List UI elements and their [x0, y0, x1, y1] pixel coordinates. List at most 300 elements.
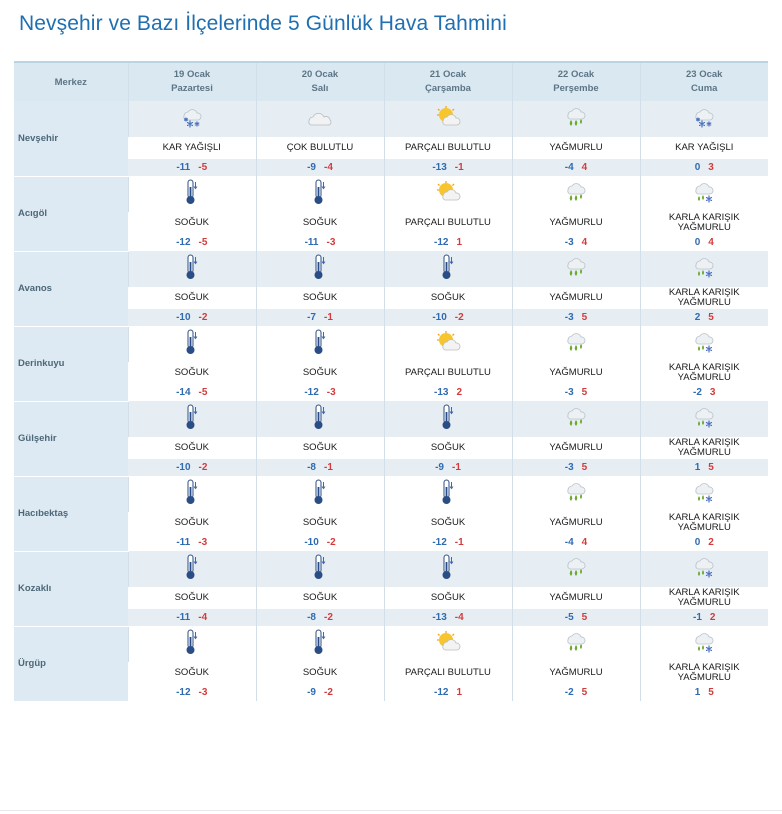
min-temperature: -3: [564, 237, 574, 248]
weather-icon-cell: [512, 326, 640, 362]
temperature-cell: [128, 384, 256, 401]
weather-description: SOĞUK: [256, 587, 384, 609]
day-date: 22 Ocak: [557, 69, 595, 80]
max-temperature: 3: [709, 387, 716, 398]
table-row: [14, 309, 768, 326]
weather-icon-cell: [256, 626, 384, 662]
weather-icon-cell: [256, 101, 384, 137]
temperature-cell: [384, 309, 512, 326]
weather-description: KARLA KARIŞIK YAĞMURLU: [640, 437, 768, 459]
weather-icon-cell: [640, 551, 768, 587]
min-temperature: -8: [307, 612, 316, 623]
min-temperature: -13: [433, 387, 449, 398]
rain-icon: [563, 104, 589, 134]
weather-description: SOĞUK: [174, 217, 209, 228]
temperature-cell: [640, 159, 768, 176]
city-name: Nevşehir: [14, 101, 128, 176]
temperature-cell: [384, 159, 512, 176]
weather-description: YAĞMURLU: [512, 437, 640, 459]
weather-icon-cell: [128, 251, 256, 287]
temperature-cell: [256, 384, 384, 401]
max-temperature: 5: [581, 612, 588, 623]
weather-description: SOĞUK: [256, 212, 384, 234]
city-name: Gülşehir: [14, 401, 128, 476]
min-temperature: -8: [307, 462, 316, 473]
thermometer-icon: [184, 253, 200, 285]
table-row: [14, 512, 768, 534]
min-temperature: -13: [432, 162, 447, 173]
city-name: Ürgüp: [14, 626, 128, 701]
thermometer-icon: [312, 253, 328, 285]
sleet-icon: [691, 554, 717, 584]
thermometer-icon: [184, 403, 200, 435]
min-temperature: -3: [564, 462, 574, 473]
temperature-cell: [640, 684, 768, 701]
weather-icon-cell: [512, 476, 640, 512]
thermometer-icon: [440, 253, 456, 285]
sleet-icon: [691, 179, 717, 209]
max-temperature: -3: [326, 387, 336, 398]
thermometer-icon: [184, 178, 200, 210]
snow-icon: [691, 104, 717, 134]
temperature-cell: [128, 459, 256, 476]
min-temperature: -10: [176, 462, 191, 473]
weather-description: YAĞMURLU: [512, 512, 640, 534]
temperature-cell: [512, 384, 640, 401]
min-temperature: -12: [176, 237, 191, 248]
weather-icon-cell: [512, 251, 640, 287]
day-header: [512, 62, 640, 101]
thermometer-icon: [312, 553, 328, 585]
weather-icon-cell: [640, 251, 768, 287]
max-temperature: 5: [581, 387, 588, 398]
thermometer-icon: [440, 553, 456, 585]
max-temperature: -2: [324, 612, 333, 623]
max-temperature: -1: [452, 462, 461, 473]
cloud-icon: [305, 107, 335, 131]
weather-icon-cell: [128, 626, 256, 662]
temperature-cell: [512, 234, 640, 251]
rain-icon: [563, 554, 589, 584]
partly-cloudy-icon: [434, 105, 462, 133]
min-temperature: 1: [694, 687, 701, 698]
day-header: [256, 62, 384, 101]
max-temperature: -2: [198, 462, 208, 473]
temperature-cell: [128, 534, 256, 551]
weather-icon-cell: [512, 176, 640, 212]
min-temperature: -11: [176, 612, 191, 623]
min-temperature: 1: [694, 462, 701, 473]
thermometer-icon: [440, 478, 456, 510]
rain-icon: [563, 254, 589, 284]
max-temperature: 4: [581, 537, 588, 548]
weather-description: SOĞUK: [384, 512, 512, 534]
min-temperature: -4: [564, 537, 574, 548]
min-temperature: -10: [176, 312, 191, 323]
city-name: Hacıbektaş: [14, 476, 128, 551]
sleet-icon: [691, 479, 717, 509]
thermometer-icon: [312, 328, 328, 360]
weather-description: PARÇALI BULUTLU: [384, 137, 512, 159]
max-temperature: 3: [708, 162, 714, 173]
max-temperature: 5: [708, 462, 714, 473]
temperature-cell: [640, 309, 768, 326]
max-temperature: 5: [581, 462, 588, 473]
min-temperature: -12: [176, 687, 191, 698]
min-temperature: -3: [564, 387, 574, 398]
weather-icon-cell: [384, 551, 512, 587]
weather-icon-cell: [128, 551, 256, 587]
city-row-group: [14, 101, 768, 176]
weather-description: KARLA KARIŞIK YAĞMURLU: [640, 662, 768, 684]
table-row: [14, 684, 768, 701]
table-row: [14, 384, 768, 401]
table-row: [14, 551, 768, 587]
temperature-cell: [128, 609, 256, 626]
table-row: [14, 362, 768, 384]
temperature-cell: [512, 159, 640, 176]
max-temperature: 4: [708, 237, 714, 248]
center-column-header: Merkez: [14, 62, 128, 101]
min-temperature: -7: [307, 312, 316, 323]
table-row: [14, 326, 768, 362]
temperature-cell: [384, 384, 512, 401]
table-row: [14, 626, 768, 662]
partly-cloudy-icon: [434, 330, 462, 358]
max-temperature: -3: [198, 537, 208, 548]
day-date: 20 Ocak: [301, 69, 339, 80]
thermometer-icon: [184, 553, 200, 585]
temperature-cell: [128, 309, 256, 326]
day-header: [640, 62, 768, 101]
day-weekday: Çarşamba: [425, 83, 471, 94]
weather-description: SOĞUK: [384, 437, 512, 459]
day-date: 23 Ocak: [686, 69, 723, 80]
weather-icon-cell: [256, 401, 384, 437]
max-temperature: 4: [581, 237, 588, 248]
table-row: [14, 401, 768, 437]
weather-description: ÇOK BULUTLU: [256, 137, 384, 159]
weather-icon-cell: [384, 401, 512, 437]
sleet-icon: [691, 329, 717, 359]
weather-icon-cell: [640, 401, 768, 437]
temperature-cell: [384, 609, 512, 626]
min-temperature: -3: [564, 312, 574, 323]
table-row: [14, 176, 768, 212]
day-header: [128, 62, 256, 101]
min-temperature: -1: [693, 612, 702, 623]
max-temperature: 2: [709, 612, 716, 623]
rain-icon: [563, 179, 589, 209]
table-row: [14, 437, 768, 459]
temperature-cell: [512, 309, 640, 326]
table-row: [14, 459, 768, 476]
max-temperature: -3: [326, 237, 336, 248]
min-temperature: -4: [564, 162, 574, 173]
thermometer-icon: [312, 478, 328, 510]
partly-cloudy-icon: [434, 630, 462, 658]
temperature-cell: [512, 609, 640, 626]
weather-description: PARÇALI BULUTLU: [384, 662, 512, 684]
weather-icon-cell: [128, 326, 256, 362]
weather-icon-cell: [128, 476, 256, 512]
table-row: [14, 287, 768, 309]
city-name: Avanos: [14, 251, 128, 326]
partly-cloudy-icon: [434, 180, 462, 208]
temperature-cell: [640, 234, 768, 251]
weather-description: SOĞUK: [174, 667, 209, 678]
weather-icon-cell: [256, 551, 384, 587]
max-temperature: 4: [581, 162, 588, 173]
max-temperature: 2: [708, 537, 714, 548]
temperature-cell: [384, 684, 512, 701]
weather-icon-cell: [640, 101, 768, 137]
max-temperature: -5: [198, 237, 208, 248]
max-temperature: -1: [454, 537, 464, 548]
temperature-cell: [256, 159, 384, 176]
max-temperature: -2: [454, 312, 464, 323]
weather-icon-cell: [128, 401, 256, 437]
weather-description: SOĞUK: [256, 662, 384, 684]
weather-description: PARÇALI BULUTLU: [384, 362, 512, 384]
thermometer-icon: [312, 403, 328, 435]
day-weekday: Salı: [311, 83, 329, 94]
thermometer-icon: [312, 178, 328, 210]
max-temperature: -4: [198, 612, 208, 623]
max-temperature: -1: [324, 312, 333, 323]
temperature-cell: [256, 234, 384, 251]
weather-icon-cell: [128, 101, 256, 137]
weather-description: YAĞMURLU: [512, 287, 640, 309]
min-temperature: -9: [307, 162, 316, 173]
sleet-icon: [691, 629, 717, 659]
rain-icon: [563, 329, 589, 359]
weather-icon-cell: [512, 401, 640, 437]
temperature-cell: [384, 459, 512, 476]
weather-icon-cell: [256, 326, 384, 362]
max-temperature: -2: [198, 312, 208, 323]
table-row: [14, 534, 768, 551]
weather-icon-cell: [384, 626, 512, 662]
max-temperature: 5: [708, 687, 714, 698]
day-header: [384, 62, 512, 101]
table-row: [14, 159, 768, 176]
thermometer-icon: [184, 628, 200, 660]
min-temperature: -11: [176, 162, 191, 173]
weather-icon-cell: [384, 326, 512, 362]
day-date: 21 Ocak: [429, 69, 467, 80]
day-weekday: Cuma: [691, 83, 718, 94]
max-temperature: -2: [324, 687, 333, 698]
weather-description: KARLA KARIŞIK YAĞMURLU: [640, 287, 768, 309]
temperature-cell: [256, 459, 384, 476]
weather-icon-cell: [256, 251, 384, 287]
weather-icon-cell: [384, 176, 512, 212]
thermometer-icon: [184, 478, 200, 510]
weather-description: SOĞUK: [128, 287, 256, 309]
weather-description: SOĞUK: [256, 362, 384, 384]
weather-icon-cell: [384, 251, 512, 287]
weather-icon-cell: [384, 101, 512, 137]
max-temperature: 2: [456, 387, 462, 398]
weather-description: KARLA KARIŞIK YAĞMURLU: [640, 512, 768, 534]
bottom-divider: [0, 810, 782, 811]
max-temperature: -1: [454, 162, 464, 173]
weather-description: KAR YAĞIŞLI: [128, 137, 256, 159]
city-row-group: [14, 551, 768, 626]
max-temperature: 1: [456, 237, 462, 248]
snow-icon: [179, 104, 205, 134]
weather-icon-cell: [384, 476, 512, 512]
min-temperature: -2: [693, 387, 702, 398]
weather-description: SOĞUK: [384, 587, 512, 609]
weather-icon-cell: [512, 551, 640, 587]
table-row: [14, 662, 768, 684]
weather-description: SOĞUK: [256, 437, 384, 459]
weather-icon-cell: [512, 626, 640, 662]
forecast-table: [14, 61, 768, 702]
min-temperature: -14: [176, 387, 191, 398]
max-temperature: -1: [324, 462, 333, 473]
weather-description: SOĞUK: [384, 287, 512, 309]
min-temperature: -13: [432, 612, 447, 623]
weather-description: SOĞUK: [128, 587, 256, 609]
header-row: [14, 62, 768, 101]
table-row: [14, 609, 768, 626]
weather-description: KARLA KARIŞIK YAĞMURLU: [640, 362, 768, 384]
temperature-cell: [512, 684, 640, 701]
rain-icon: [563, 479, 589, 509]
weather-description: SOĞUK: [174, 367, 209, 378]
day-weekday: Perşembe: [553, 83, 599, 94]
min-temperature: -12: [433, 687, 449, 698]
temperature-cell: [256, 609, 384, 626]
max-temperature: -3: [198, 687, 208, 698]
table-row: [14, 251, 768, 287]
max-temperature: 1: [456, 687, 462, 698]
min-temperature: 0: [694, 537, 701, 548]
table-row: [14, 212, 768, 234]
weather-icon-cell: [128, 176, 256, 212]
max-temperature: 5: [708, 312, 714, 323]
weather-description: YAĞMURLU: [512, 662, 640, 684]
weather-description: PARÇALI BULUTLU: [384, 212, 512, 234]
max-temperature: -4: [454, 612, 464, 623]
table-row: [14, 137, 768, 159]
weather-description: YAĞMURLU: [512, 212, 640, 234]
min-temperature: -10: [304, 537, 319, 548]
min-temperature: 0: [694, 237, 701, 248]
table-row: [14, 234, 768, 251]
weather-description: YAĞMURLU: [512, 137, 640, 159]
city-row-group: [14, 401, 768, 476]
temperature-cell: [384, 234, 512, 251]
weather-description: SOĞUK: [256, 287, 384, 309]
temperature-cell: [384, 534, 512, 551]
weather-icon-cell: [640, 476, 768, 512]
weather-description: SOĞUK: [174, 517, 209, 528]
city-row-group: [14, 176, 768, 251]
sleet-icon: [691, 254, 717, 284]
min-temperature: 2: [694, 312, 701, 323]
weather-description: SOĞUK: [256, 512, 384, 534]
temperature-cell: [128, 159, 256, 176]
city-name: Acıgöl: [14, 176, 128, 251]
temperature-cell: [640, 609, 768, 626]
weather-description: YAĞMURLU: [512, 362, 640, 384]
temperature-cell: [128, 684, 256, 701]
min-temperature: 0: [694, 162, 701, 173]
temperature-cell: [512, 534, 640, 551]
table-row: [14, 101, 768, 137]
temperature-cell: [640, 534, 768, 551]
min-temperature: -12: [433, 237, 449, 248]
weather-description: KAR YAĞIŞLI: [640, 137, 768, 159]
city-row-group: [14, 476, 768, 551]
weather-description: KARLA KARIŞIK YAĞMURLU: [640, 212, 768, 234]
temperature-cell: [128, 234, 256, 251]
temperature-cell: [640, 459, 768, 476]
table-row: [14, 587, 768, 609]
page-title: Nevşehir ve Bazı İlçelerinde 5 Günlük Hava Tahmini: [19, 12, 507, 35]
max-temperature: -5: [198, 162, 208, 173]
min-temperature: -11: [176, 537, 191, 548]
weather-icon-cell: [256, 476, 384, 512]
weather-description: KARLA KARIŞIK YAĞMURLU: [640, 587, 768, 609]
thermometer-icon: [184, 328, 200, 360]
day-weekday: Pazartesi: [171, 83, 213, 94]
min-temperature: -10: [432, 312, 447, 323]
max-temperature: -5: [198, 387, 208, 398]
min-temperature: -12: [432, 537, 447, 548]
thermometer-icon: [312, 628, 328, 660]
rain-icon: [563, 629, 589, 659]
day-date: 19 Ocak: [173, 69, 211, 80]
thermometer-icon: [440, 403, 456, 435]
table-row: [14, 476, 768, 512]
max-temperature: 5: [581, 687, 588, 698]
weather-description: YAĞMURLU: [512, 587, 640, 609]
temperature-cell: [256, 309, 384, 326]
temperature-cell: [256, 684, 384, 701]
weather-icon-cell: [640, 626, 768, 662]
temperature-cell: [512, 459, 640, 476]
city-row-group: [14, 251, 768, 326]
min-temperature: -5: [564, 612, 574, 623]
temperature-cell: [256, 534, 384, 551]
city-name: Derinkuyu: [14, 326, 128, 401]
min-temperature: -11: [304, 237, 319, 248]
temperature-cell: [640, 384, 768, 401]
city-row-group: [14, 626, 768, 701]
weather-description: SOĞUK: [128, 437, 256, 459]
weather-icon-cell: [256, 176, 384, 212]
city-name: Kozaklı: [14, 551, 128, 626]
weather-icon-cell: [512, 101, 640, 137]
city-row-group: [14, 326, 768, 401]
rain-icon: [563, 404, 589, 434]
min-temperature: -2: [564, 687, 574, 698]
sleet-icon: [691, 404, 717, 434]
min-temperature: -9: [307, 687, 316, 698]
weather-icon-cell: [640, 176, 768, 212]
min-temperature: -12: [304, 387, 319, 398]
max-temperature: -2: [326, 537, 336, 548]
max-temperature: 5: [581, 312, 588, 323]
min-temperature: -9: [435, 462, 444, 473]
weather-icon-cell: [640, 326, 768, 362]
max-temperature: -4: [324, 162, 333, 173]
